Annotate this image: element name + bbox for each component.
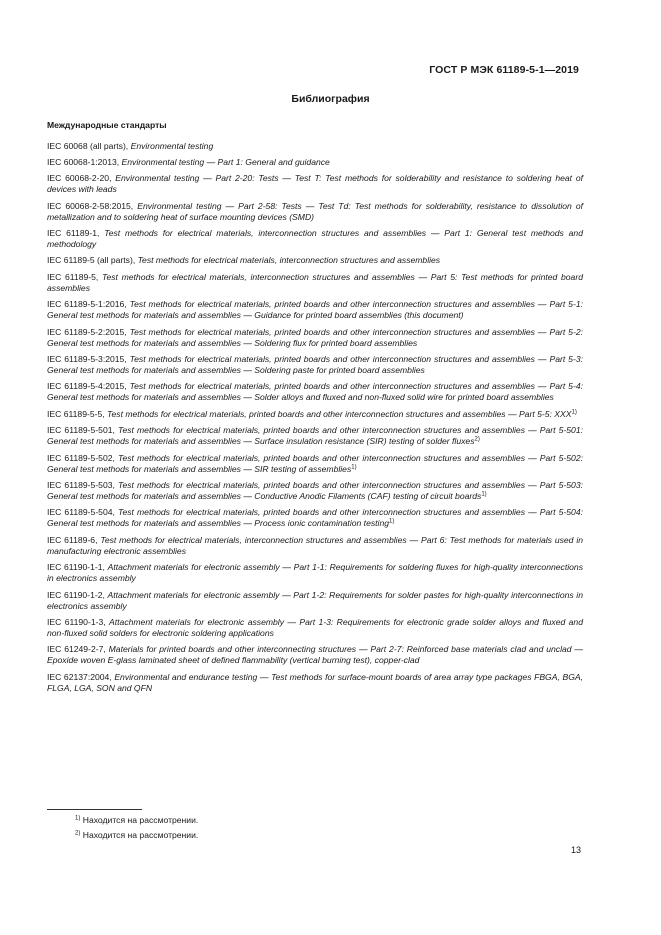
entry-title: Test methods for electrical materials, printed boards and other interconnection structures and assemblies — Part 5-503: General test methods for materials and assemblies — Conductive Anodic Filaments (CAF) testing of circuit boards bbox=[47, 479, 583, 501]
entry-title: Test methods for electrical materials, printed boards and other interconnection structures and assemblies — Part 5-502: General test methods for materials and assemblies — SIR testing of assemblies bbox=[47, 452, 583, 474]
bibliography-title: Библиография bbox=[291, 93, 370, 105]
footnote-ref: 1) bbox=[481, 491, 487, 498]
entry-title: Environmental and endurance testing — Test methods for surface-mount boards of area array type packages FBGA, BGA, FLGA, LGA, SON and QFN bbox=[47, 671, 583, 693]
entry-code: IEC 61189-6, bbox=[47, 534, 98, 545]
entry-code: IEC 61189-1, bbox=[47, 228, 100, 239]
entry-title: Attachment materials for electronic assembly — Part 1-2: Requirements for solder pastes for high-quality interconnections in electronics assembly bbox=[47, 589, 583, 611]
entry-title: Environmental testing — Part 1: General and guidance bbox=[121, 156, 330, 167]
footnote-ref: 2) bbox=[474, 436, 480, 443]
entry-code: IEC 61190-1-2, bbox=[47, 589, 105, 600]
entry-code: IEC 60068-2-58:2015, bbox=[47, 200, 134, 211]
footnote-item bbox=[75, 813, 198, 828]
bibliography-entry bbox=[47, 480, 583, 502]
entry-title: Test methods for electrical materials, printed boards and other interconnection structures and assemblies — Part 5-5: XXX bbox=[107, 408, 572, 419]
footnote-text: Находится на рассмотрении. bbox=[82, 815, 199, 825]
bibliography-list bbox=[47, 141, 583, 694]
entry-title: Test methods for electrical materials, printed boards and other interconnection structures and assemblies — Part 5-1: General test methods for materials and assemblies — Guidance for printed board assemblies (this document) bbox=[47, 299, 583, 321]
entry-title: Test methods for electrical materials, interconnection structures and assemblies — Part 1: General test methods and methodology bbox=[47, 228, 583, 250]
bibliography-entry bbox=[47, 409, 583, 420]
entry-code: IEC 62137:2004, bbox=[47, 671, 112, 682]
entry-code: IEC 61190-1-3, bbox=[47, 616, 106, 627]
footnote-ref: 1) bbox=[351, 464, 357, 471]
bibliography-entry bbox=[47, 453, 583, 475]
section-heading-international-standards: Международные стандарты bbox=[47, 120, 167, 130]
bibliography-entry bbox=[47, 354, 583, 376]
entry-title: Test methods for electrical materials, interconnection structures and assemblies — Part 6: Test methods for materials used in manufacturing electronic assemblies bbox=[47, 534, 584, 556]
entry-code: IEC 61189-5-504, bbox=[47, 507, 115, 518]
bibliography-entry bbox=[47, 381, 583, 403]
footnote-separator bbox=[47, 809, 142, 810]
bibliography-entry bbox=[47, 141, 583, 152]
bibliography-entry bbox=[47, 201, 583, 223]
entry-code: IEC 61189-5-5, bbox=[47, 408, 105, 419]
entry-title: Test methods for electrical materials, printed boards and other interconnection structures and assemblies — Part 5-501: General test methods for materials and assemblies — Surface insulation resistance (SIR) testing of solder fluxes bbox=[47, 425, 583, 447]
bibliography-entry bbox=[47, 327, 583, 349]
bibliography-entry bbox=[47, 535, 583, 557]
footnote-ref: 1) bbox=[571, 409, 577, 416]
entry-title: Test methods for electrical materials, printed boards and other interconnection structures and assemblies — Part 5-504: General test methods for materials and assemblies — Process ionic contamination testing bbox=[47, 507, 583, 529]
bibliography-entry bbox=[47, 157, 583, 168]
entry-title: Test methods for electrical materials, printed boards and other interconnection structures and assemblies — Part 5-2: General test methods for materials and assemblies — Soldering flux for printed board assemblies bbox=[47, 326, 583, 348]
bibliography-entry bbox=[47, 228, 583, 250]
entry-title: Test methods for electrical materials, interconnection structures and assemblies — Part 5: Test methods for printed board assemblies bbox=[47, 271, 583, 293]
entry-title: Environmental testing bbox=[130, 140, 214, 151]
footnotes bbox=[75, 813, 198, 842]
entry-code: IEC 61189-5-4:2015, bbox=[47, 381, 127, 392]
entry-title: Test methods for electrical materials, printed boards and other interconnection structures and assemblies — Part 5-4: General test methods for materials and assemblies — Solder alloys and fluxed and non-fluxed solid wire for printed board assemblies bbox=[47, 381, 583, 403]
page-number: 13 bbox=[571, 845, 582, 855]
entry-title: Test methods for electrical materials, printed boards and other interconnection structures and assemblies — Part 5-3: General test methods for materials and assemblies — Soldering paste for printed board assemblies bbox=[47, 354, 583, 376]
entry-code: IEC 61189-5-502, bbox=[47, 452, 115, 463]
entry-code: IEC 61189-5-501, bbox=[47, 425, 115, 436]
bibliography-entry bbox=[47, 255, 583, 266]
entry-code: IEC 61189-5-2:2015, bbox=[47, 326, 127, 337]
entry-title: Materials for printed boards and other interconnecting structures — Part 2-7: Reinforced base materials clad and unclad — Epoxide woven E-glass laminated sheet of defined flammability (vertical burning test), copper-clad bbox=[47, 644, 584, 666]
document-standard-code: ГОСТ Р МЭК 61189-5-1—2019 bbox=[429, 64, 579, 76]
bibliography-content bbox=[47, 120, 583, 699]
bibliography-entry bbox=[47, 590, 583, 612]
bibliography-entry bbox=[47, 507, 583, 529]
bibliography-entry bbox=[47, 425, 583, 447]
bibliography-entry bbox=[47, 173, 583, 195]
entry-code: IEC 61189-5 (all parts), bbox=[47, 255, 136, 266]
entry-title: Attachment materials for electronic assembly — Part 1-1: Requirements for soldering fluxes for high-quality interconnections in electronics assembly bbox=[47, 562, 583, 584]
bibliography-entry bbox=[47, 644, 583, 666]
entry-code: IEC 60068-2-20, bbox=[47, 173, 112, 184]
entry-code: IEC 61189-5-503, bbox=[47, 479, 115, 490]
footnote-mark: 1) bbox=[75, 815, 81, 822]
entry-title: Environmental testing — Part 2-58: Tests — Test Td: Test methods for solderability, resistance to dissolution of metallization and to soldering heat of surface mounting devices (SMD) bbox=[47, 200, 584, 222]
entry-code: IEC 61190-1-1, bbox=[47, 562, 105, 573]
entry-code: IEC 61189-5, bbox=[47, 271, 99, 282]
bibliography-entry bbox=[47, 299, 583, 321]
entry-title: Attachment materials for electronic assembly — Part 1-3: Requirements for electronic grade solder alloys and fluxed and non-fluxed solid solders for electronic soldering applications bbox=[47, 616, 583, 638]
entry-code: IEC 60068-1:2013, bbox=[47, 156, 120, 167]
entry-code: IEC 61189-5-1:2016, bbox=[47, 299, 127, 310]
bibliography-entry bbox=[47, 617, 583, 639]
entry-code: IEC 61249-2-7, bbox=[47, 644, 106, 655]
footnote-item bbox=[75, 828, 198, 843]
footnote-ref: 1) bbox=[389, 518, 395, 525]
footnote-mark: 2) bbox=[75, 830, 81, 836]
entry-title: Environmental testing — Part 2-20: Tests — Test T: Test methods for solderability and resistance to soldering heat of devices with leads bbox=[47, 173, 584, 195]
entry-code: IEC 60068 (all parts), bbox=[47, 140, 129, 151]
bibliography-entry bbox=[47, 272, 583, 294]
entry-code: IEC 61189-5-3:2015, bbox=[47, 354, 127, 365]
entry-title: Test methods for electrical materials, interconnection structures and assemblies bbox=[137, 255, 441, 266]
footnote-text: Находится на рассмотрении. bbox=[82, 829, 199, 840]
bibliography-entry bbox=[47, 562, 583, 584]
bibliography-entry bbox=[47, 672, 583, 694]
